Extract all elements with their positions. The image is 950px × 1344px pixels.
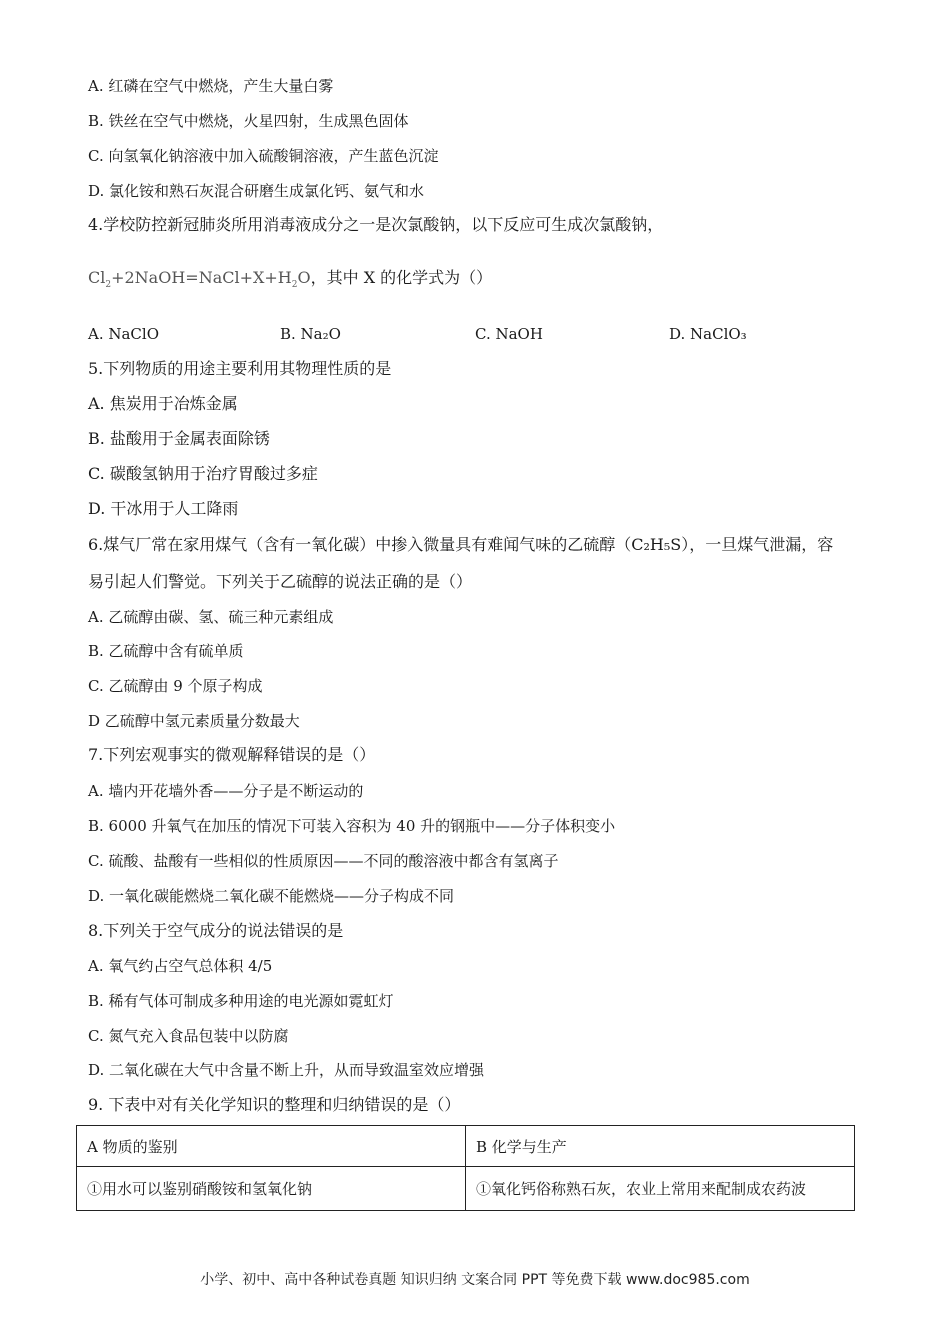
q5-option-c: C. 碳酸氢钠用于治疗胃酸过多症 [88,464,318,483]
q8-option-d: D. 二氧化碳在大气中含量不断上升，从而导致温室效应增强 [88,1061,485,1079]
table-cell: B 化学与生产 [466,1126,855,1167]
q8-option-a: A. 氧气约占空气总体积 4/5 [88,957,273,975]
q3-option-d: D. 氯化铵和熟石灰混合研磨生成氯化钙、氨气和水 [88,182,425,200]
formula-mid: +2NaOH=NaCl+X+H [111,268,292,287]
q7-option-d: D. 一氧化碳能燃烧二氧化碳不能燃烧——分子构成不同 [88,887,455,905]
q6-option-b: B. 乙硫醇中含有硫单质 [88,642,244,660]
formula-lhs: Cl [88,268,106,287]
table-row [77,1126,855,1167]
q7-option-a: A. 墙内开花墙外香——分子是不断运动的 [88,782,364,800]
table-cell: ①氧化钙俗称熟石灰，农业上常用来配制成农药波 [466,1167,855,1211]
q3-option-b: B. 铁丝在空气中燃烧，火星四射，生成黑色固体 [88,112,409,130]
formula-end: O [297,268,311,287]
q4-stem: 4.学校防控新冠肺炎所用消毒液成分之一是次氯酸钠，以下反应可生成次氯酸钠， [88,215,664,234]
q7-option-c: C. 硫酸、盐酸有一些相似的性质原因——不同的酸溶液中都含有氢离子 [88,852,559,870]
q8-option-b: B. 稀有气体可制成多种用途的电光源如霓虹灯 [88,992,394,1010]
q9-table [76,1125,855,1211]
table-row [77,1167,855,1211]
q4-option-a: A. NaClO [88,325,160,343]
formula-sub-2: 2 [291,280,298,290]
q3-option-a: A. 红磷在空气中燃烧，产生大量白雾 [88,77,334,95]
q7-option-b: B. 6000 升氧气在加压的情况下可装入容积为 40 升的钢瓶中——分子体积变小 [88,817,616,835]
q3-option-c: C. 向氢氧化钠溶液中加入硫酸铜溶液，产生蓝色沉淀 [88,147,439,165]
q6-stem-line1: 6.煤气厂常在家用煤气（含有一氧化碳）中掺入微量具有难闻气味的乙硫醇（C₂H₅S），一旦煤气泄漏，容 [88,535,834,554]
q5-stem: 5.下列物质的用途主要利用其物理性质的是 [88,359,392,378]
q6-option-d: D 乙硫醇中氢元素质量分数最大 [88,712,300,730]
q7-stem: 7.下列宏观事实的微观解释错误的是（） [88,745,376,764]
q8-stem: 8.下列关于空气成分的说法错误的是 [88,921,344,940]
page-footer: 小学、初中、高中各种试卷真题 知识归纳 文案合同 PPT 等免费下载 www.doc985.com [200,1272,750,1288]
table-cell: ①用水可以鉴别硝酸铵和氢氧化钠 [77,1167,466,1211]
q5-option-a: A. 焦炭用于冶炼金属 [88,394,238,413]
q6-stem-line2: 易引起人们警觉。下列关于乙硫醇的说法正确的是（） [88,572,473,591]
q5-option-b: B. 盐酸用于金属表面除锈 [88,429,270,448]
q6-option-a: A. 乙硫醇由碳、氢、硫三种元素组成 [88,608,334,626]
q4-option-c: C. NaOH [475,325,543,343]
q8-option-c: C. 氮气充入食品包装中以防腐 [88,1027,289,1045]
q4-option-b: B. Na₂O [280,325,341,343]
q6-option-c: C. 乙硫醇由 9 个原子构成 [88,677,263,695]
table-cell: A 物质的鉴别 [77,1126,466,1167]
formula-tail: ，其中 X 的化学式为（） [310,268,493,287]
q4-option-d: D. NaClO₃ [669,325,747,343]
formula-sub-1: 2 [105,280,112,290]
q9-stem: 9. 下表中对有关化学知识的整理和归纳错误的是（） [88,1095,461,1114]
q4-formula [88,264,492,299]
q5-option-d: D. 干冰用于人工降雨 [88,499,239,518]
